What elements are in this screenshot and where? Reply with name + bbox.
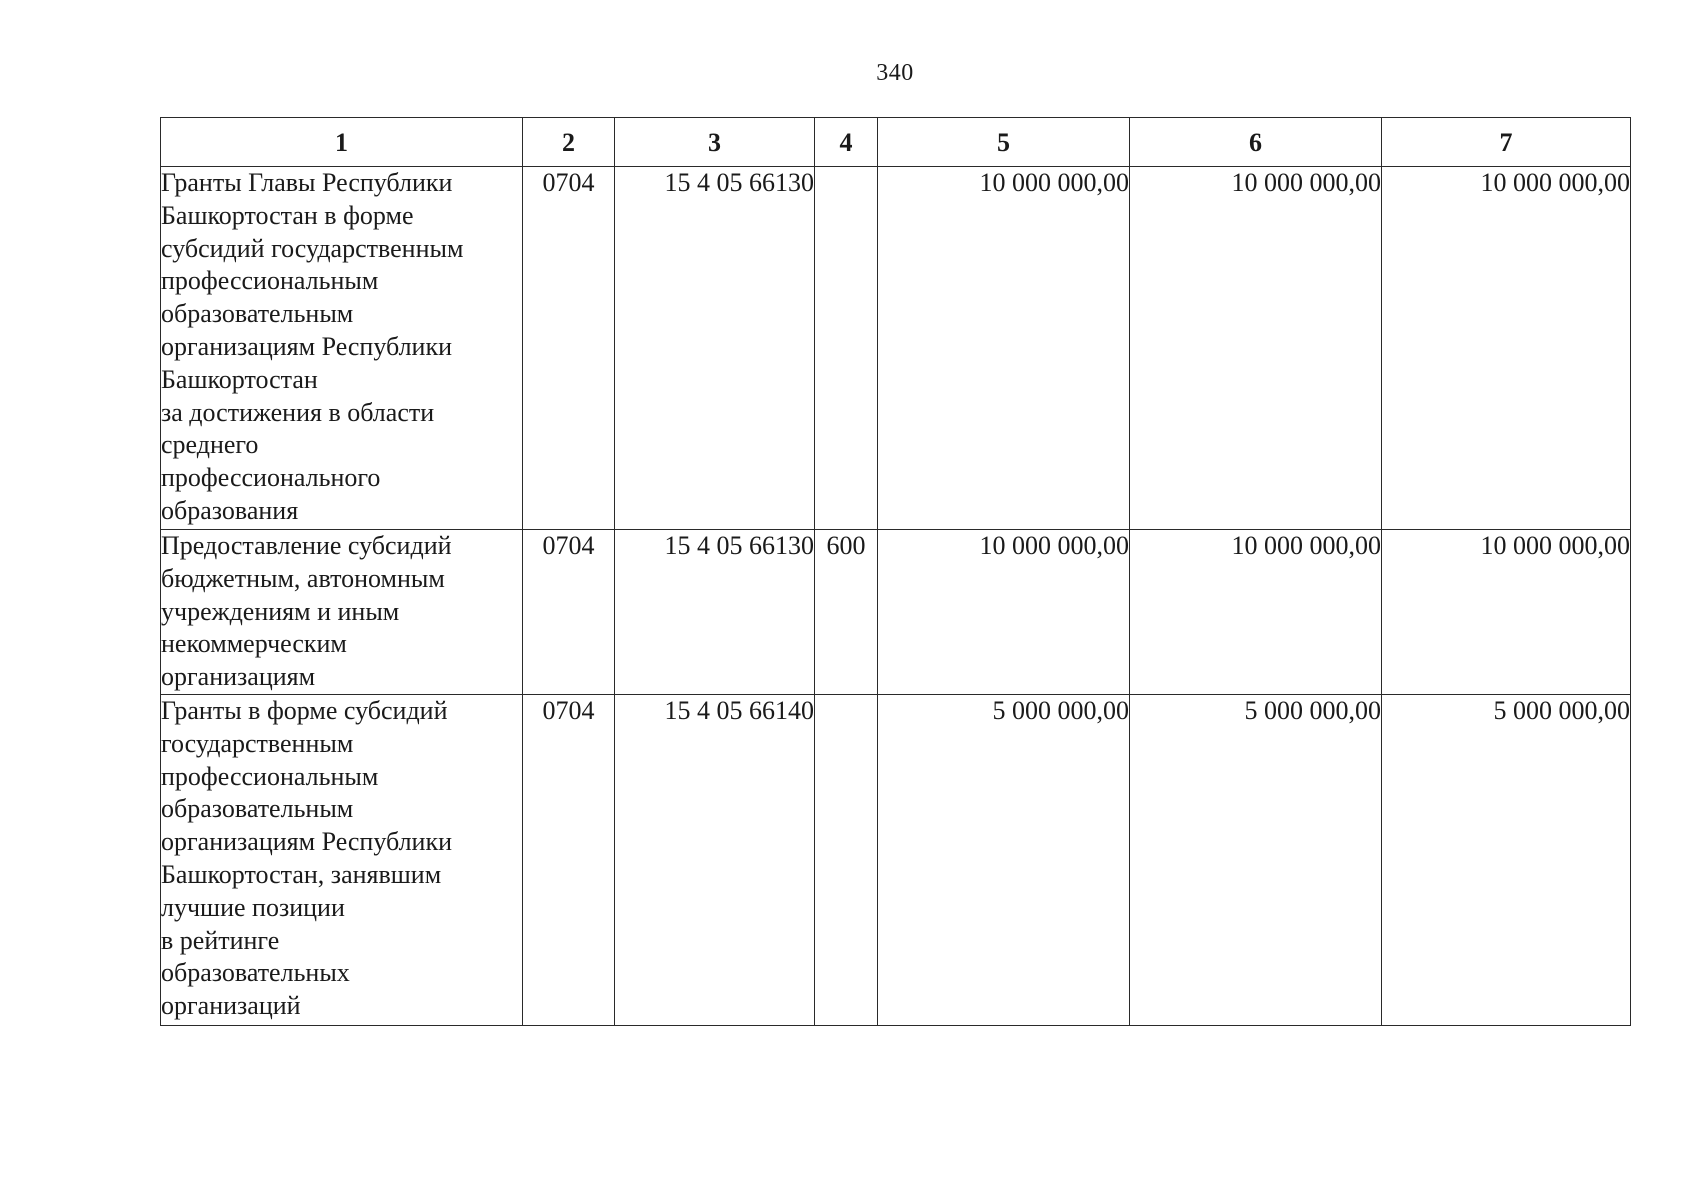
column-header-6: 6 (1130, 118, 1382, 167)
table-row (161, 695, 1631, 1026)
row-amount-cell-2: 5 000 000,00 (1130, 695, 1382, 1026)
row-name-cell: Предоставление субсидий бюджетным, автономным учреждениям и иным некоммерческим организациям (161, 530, 523, 695)
budget-table (160, 117, 1631, 1026)
row-expense-type-cell (815, 167, 878, 530)
column-header-1: 1 (161, 118, 523, 167)
column-header-2: 2 (523, 118, 615, 167)
row-name-cell: Гранты в форме субсидий государственным профессиональным образовательным организациям Республики Башкортостан, занявшим лучшие позиции в рейтинге образовательных организаций (161, 695, 523, 1026)
row-target-cell: 15 4 05 66130 (615, 167, 815, 530)
table-row (161, 530, 1631, 695)
row-amount-cell-3: 10 000 000,00 (1382, 530, 1631, 695)
row-amount-cell-1: 10 000 000,00 (878, 530, 1130, 695)
column-header-3: 3 (615, 118, 815, 167)
row-target-cell: 15 4 05 66140 (615, 695, 815, 1026)
row-amount-cell-3: 5 000 000,00 (1382, 695, 1631, 1026)
column-header-5: 5 (878, 118, 1130, 167)
row-expense-type-cell (815, 695, 878, 1026)
row-amount-cell-2: 10 000 000,00 (1130, 167, 1382, 530)
row-section-cell: 0704 (523, 167, 615, 530)
row-target-cell: 15 4 05 66130 (615, 530, 815, 695)
row-amount-cell-1: 5 000 000,00 (878, 695, 1130, 1026)
row-section-cell: 0704 (523, 530, 615, 695)
row-expense-type-cell: 600 (815, 530, 878, 695)
table-row (161, 167, 1631, 530)
table-header-row (161, 118, 1631, 167)
row-name-cell: Гранты Главы Республики Башкортостан в форме субсидий государственным профессиональным образовательным организациям Республики Башкортостан за достижения в области среднего профессионального образования (161, 167, 523, 530)
column-header-4: 4 (815, 118, 878, 167)
column-header-7: 7 (1382, 118, 1631, 167)
row-amount-cell-3: 10 000 000,00 (1382, 167, 1631, 530)
row-amount-cell-2: 10 000 000,00 (1130, 530, 1382, 695)
page-number: 340 (876, 60, 914, 86)
row-amount-cell-1: 10 000 000,00 (878, 167, 1130, 530)
row-section-cell: 0704 (523, 695, 615, 1026)
